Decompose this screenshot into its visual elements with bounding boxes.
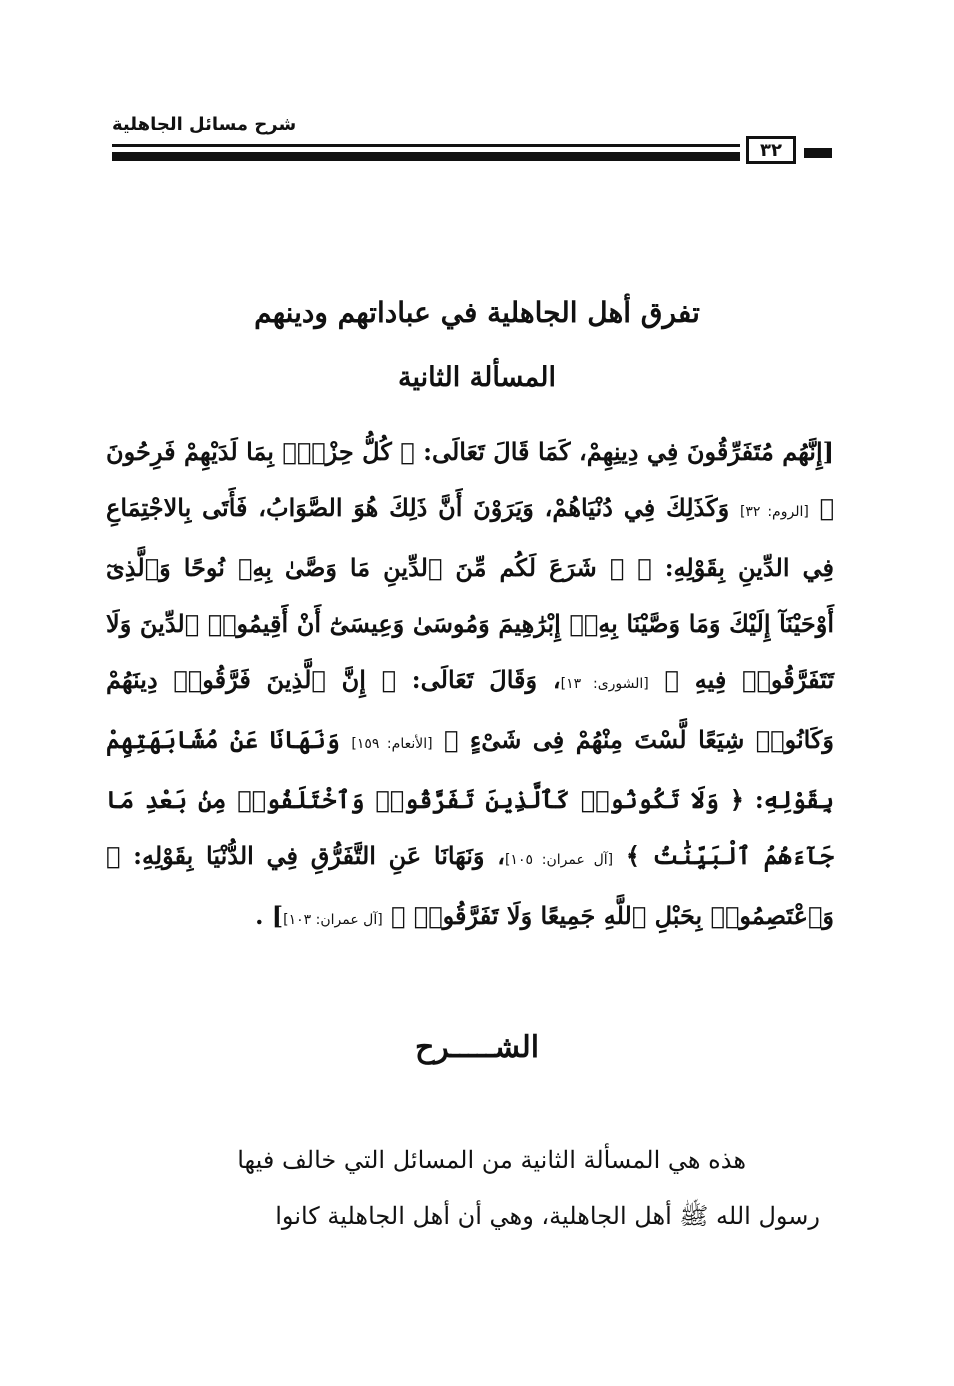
matn-segment: ، وَنَهَانَا عَنِ التَّفَرُّقِ فِي الدُّنْيَا بِقَوْلِهِ: xyxy=(133,841,505,870)
verse-reference: [آل عمران: ١٠٣] xyxy=(283,912,383,928)
header-rule-thin xyxy=(112,144,740,147)
issue-title: المسألة الثانية xyxy=(398,362,556,393)
sharh-heading: الشـــــرح xyxy=(414,1030,540,1065)
header-rule-thick xyxy=(112,152,740,161)
verse-reference: [الشورى: ١٣] xyxy=(560,676,649,692)
matn-segment: [إِنَّهُم مُتَفَرِّقُونَ فِي دِينِهِمْ، كَمَا قَالَ تَعَالَى: xyxy=(423,437,835,466)
header-rule-stub xyxy=(804,148,832,158)
verse-reference: [آل عمران: ١٠٥] xyxy=(504,852,614,868)
quran-verse: ﴿ وَٱعْتَصِمُوا۟ بِحَبْلِ ٱللَّهِ جَمِيعًا وَلَا تَفَرَّقُوا۟ ﴾ xyxy=(106,841,834,930)
sharh-line: هذه هي المسألة الثانية من المسائل التي خالف فيها xyxy=(237,1146,746,1174)
quran-verse: ﴿ كُلُّ حِزْبِۭ بِمَا لَدَيْهِمْ فَرِحُونَ ﴾ xyxy=(106,437,834,522)
chapter-title: تفرق أهل الجاهلية في عباداتهم ودينهم xyxy=(254,296,700,329)
matn-segment: ، وَقَالَ تَعَالَى: xyxy=(411,665,561,694)
running-title: شرح مسائل الجاهلية xyxy=(112,114,297,135)
quran-verse: ﴿ ۞ شَرَعَ لَكُم مِّنَ ٱلدِّينِ مَا وَصَّىٰ بِهِۦ نُوحًا وَٱلَّذِىٓ أَوْحَيْنَآ إِلَيْكَ وَمَا وَصَّيْنَا بِهِۦٓ إِبْرَٰهِيمَ وَمُوسَىٰ وَعِيسَىٰٓ أَنْ أَقِيمُوا۟ ٱلدِّينَ وَلَا تَتَفَرَّقُوا۟ فِيهِ ﴾ xyxy=(106,553,835,694)
quran-verse: ﴿ إِنَّ ٱلَّذِينَ فَرَّقُوا۟ دِينَهُمْ وَكَانُوا۟ شِيَعًا لَّسْتَ مِنْهُمْ فِى شَىْءٍ ﴾ xyxy=(106,665,834,754)
verse-reference: [الروم: ٣٢] xyxy=(739,504,809,520)
matn-segment: وَنَهَانَا عَنْ مُشَابَهَتِهِمْ بِقَوْلِهِ: xyxy=(106,725,834,814)
matn-segment: وَكَذَلِكَ فِي دُنْيَاهُمْ، وَيَرَوْنَ أَنَّ ذَلِكَ هُوَ الصَّوَابُ، فَأَتَى بِالاجْتِمَاعِ فِي الدِّينِ بِقَوْلِهِ: xyxy=(106,493,834,582)
verse-reference: [الأنعام: ١٥٩] xyxy=(351,736,433,752)
page-number: ٣٢ xyxy=(746,136,796,164)
sharh-line: رسول الله ﷺ أهل الجاهلية، وهي أن أهل الجاهلية كانوا xyxy=(275,1202,820,1230)
quran-verse: ﴿ وَلَا تَكُونُوا۟ كَٱلَّذِينَ تَفَرَّقُوا۟ وَٱخْتَلَفُوا۟ مِنۢ بَعْدِ مَا جَآءَهُمُ ٱلْبَيِّنَٰتُ ﴾ xyxy=(106,785,834,870)
sharh-paragraph xyxy=(104,1132,820,1244)
matn-text xyxy=(106,424,834,948)
matn-segment: ] . xyxy=(255,901,284,930)
